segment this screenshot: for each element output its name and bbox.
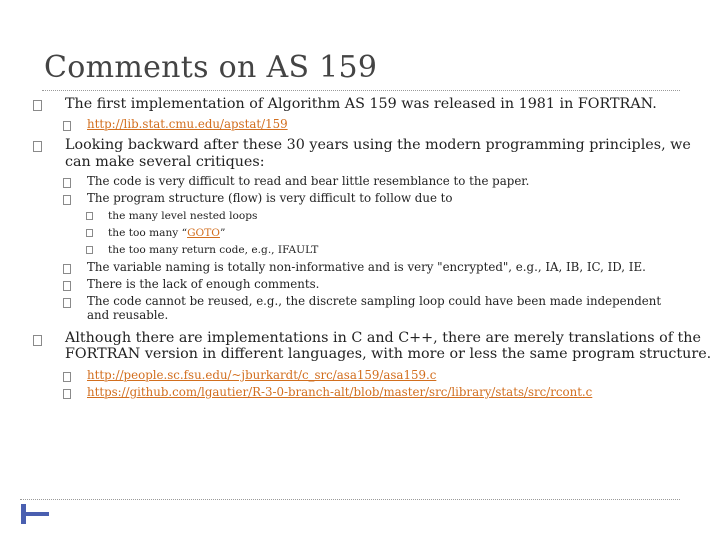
bullet-box-icon — [33, 100, 42, 111]
bullet-text — [108, 227, 225, 239]
nav-back-arrow-icon[interactable] — [18, 502, 52, 526]
goto-link[interactable]: GOTO — [187, 227, 220, 239]
bullet-box-icon — [63, 195, 71, 205]
bullet-box-icon — [86, 246, 93, 254]
bullet-box-icon — [63, 264, 71, 274]
slide-title: Comments on AS 159 — [44, 50, 378, 85]
goto-suffix: ” — [219, 227, 226, 239]
bullet-box-icon — [86, 229, 93, 237]
bullet-text-line1: Although there are implementations in C and C++, there are merely translations of the — [65, 330, 701, 346]
bullet-text-line2: and reusable. — [87, 308, 169, 322]
bullet-text: the too many return code, e.g., IFAULT — [108, 244, 319, 256]
bullet-box-icon — [63, 281, 71, 291]
bullet-text: The program structure (flow) is very difficult to follow due to — [87, 191, 453, 205]
bullet-box-icon — [33, 141, 42, 152]
bullet-box-icon — [33, 335, 42, 346]
bullet-text-line1: The code cannot be reused, e.g., the discrete sampling loop could have been made independent — [87, 294, 662, 308]
bullet-text-line1: Looking backward after these 30 years using the modern programming principles, we — [65, 137, 691, 153]
bullet-text: There is the lack of enough comments. — [87, 277, 320, 291]
fsu-asa159-link[interactable]: http://people.sc.fsu.edu/~jburkardt/c_src/asa159/asa159.c — [87, 368, 437, 382]
bullet-text: The first implementation of Algorithm AS 159 was released in 1981 in FORTRAN. — [65, 96, 657, 112]
bullet-box-icon — [63, 389, 71, 399]
bullet-box-icon — [63, 298, 71, 308]
title-divider — [42, 90, 680, 91]
bullet-box-icon — [63, 178, 71, 188]
github-rcont-link[interactable]: https://github.com/lgautier/R-3-0-branch-alt/blob/master/src/library/stats/src/rcont.c — [87, 385, 593, 399]
bullet-text: The variable naming is totally non-informative and is very "encrypted", e.g., IA, IB, IC, ID, IE. — [87, 260, 646, 274]
bullet-text: the many level nested loops — [108, 210, 258, 222]
bullet-text-line2: can make several critiques: — [65, 154, 265, 170]
bullet-box-icon — [86, 212, 93, 220]
bullet-box-icon — [63, 372, 71, 382]
bullet-text: The code is very difficult to read and bear little resemblance to the paper. — [87, 174, 530, 188]
goto-prefix: the too many “ — [108, 227, 188, 239]
bullet-box-icon — [63, 121, 71, 131]
bullet-text-line2: FORTRAN version in different languages, with more or less the same program structure. — [65, 346, 712, 362]
statlib-link[interactable]: http://lib.stat.cmu.edu/apstat/159 — [87, 117, 288, 131]
footer-divider — [20, 499, 680, 500]
